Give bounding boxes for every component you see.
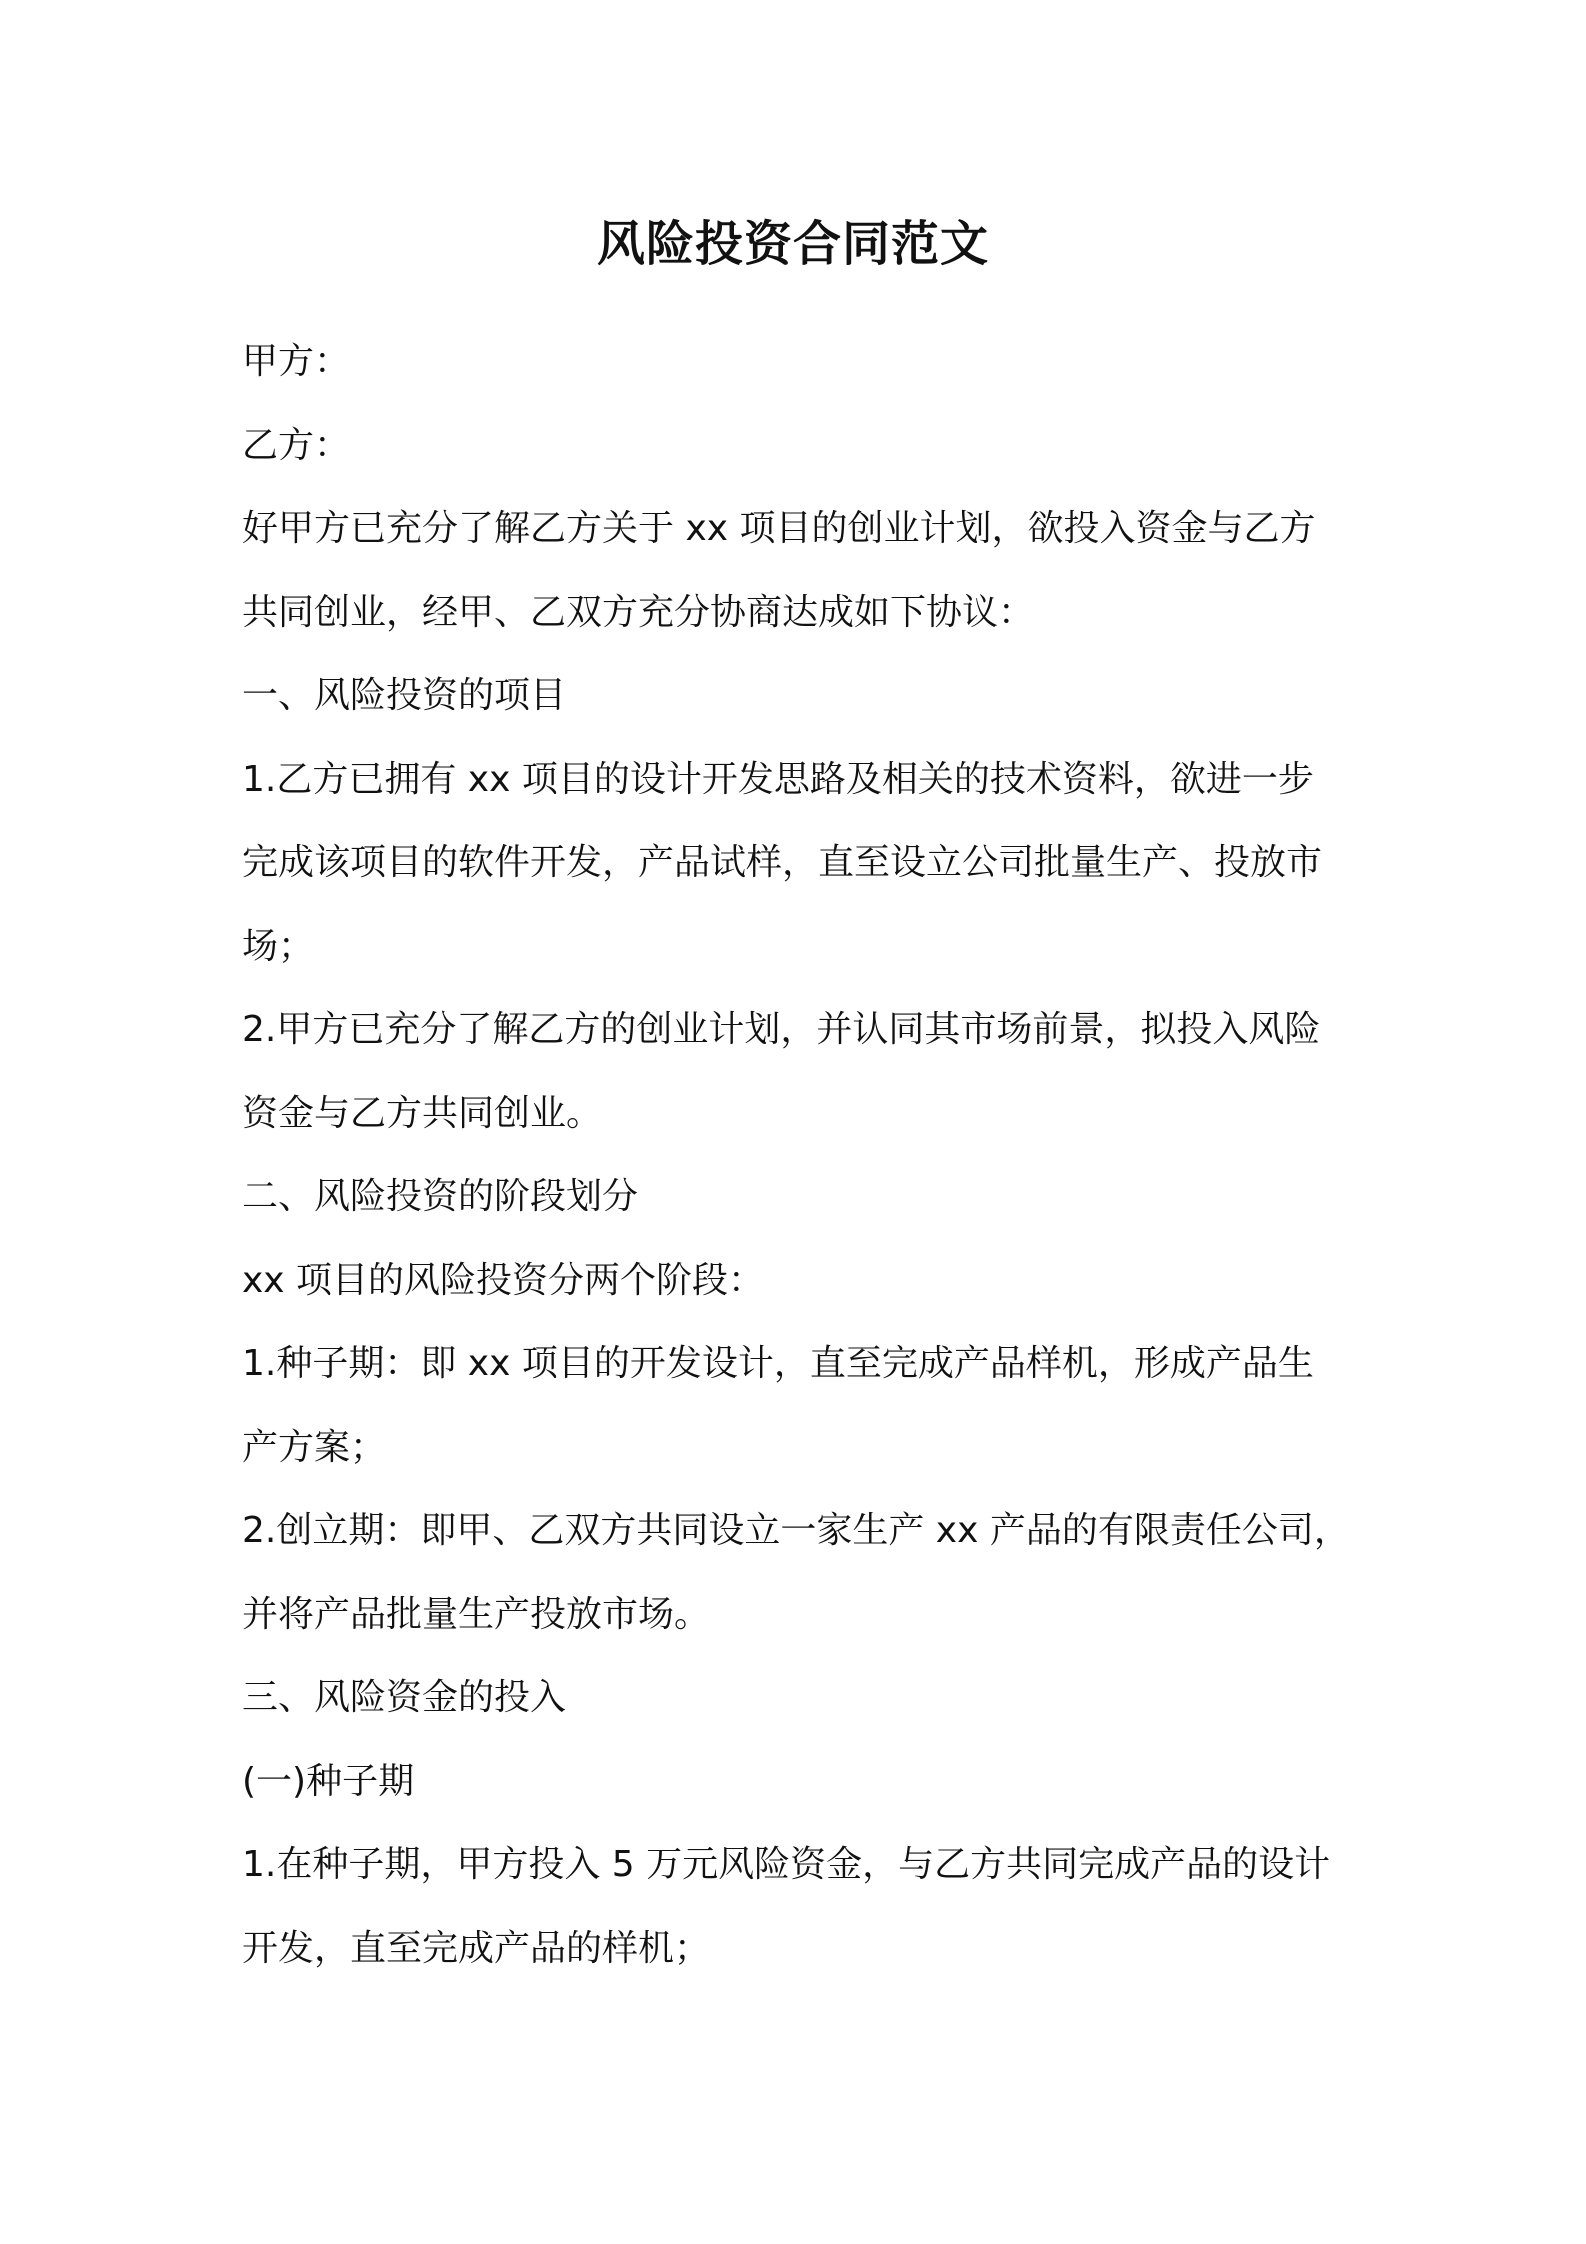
clause-line: 资金与乙方共同创业。 [242, 1092, 603, 1134]
section-heading: 二、风险投资的阶段划分 [242, 1176, 639, 1217]
document-title: 风险投资合同范文 [596, 216, 989, 272]
clause-line: 场； [242, 925, 315, 967]
clause-line: 完成该项目的软件开发，产品试样，直至设立公司批量生产、投放市 [242, 842, 1323, 883]
section-heading: 三、风险资金的投入 [242, 1677, 567, 1718]
clause-line: 2.创立期：即甲、乙双方共同设立一家生产 xx 产品的有限责任公司， [242, 1510, 1350, 1551]
preamble-line: 好甲方已充分了解乙方关于 xx 项目的创业计划，欲投入资金与乙方 [242, 508, 1316, 549]
clause-line: 1.乙方已拥有 xx 项目的设计开发思路及相关的技术资料，欲进一步 [242, 758, 1314, 800]
preamble-line: 共同创业，经甲、乙双方充分协商达成如下协议： [242, 591, 1035, 633]
clause-line: 开发，直至完成产品的样机； [242, 1927, 711, 1969]
clause-line: xx 项目的风险投资分两个阶段： [242, 1259, 765, 1301]
clause-line: 1.种子期：即 xx 项目的开发设计，直至完成产品样机，形成产品生 [242, 1343, 1314, 1384]
party-b-line: 乙方： [242, 424, 351, 466]
clause-line: 并将产品批量生产投放市场。 [242, 1593, 711, 1635]
document-body [242, 320, 1362, 1990]
clause-line: 1.在种子期，甲方投入 5 万元风险资金，与乙方共同完成产品的设计 [242, 1844, 1331, 1885]
clause-line: 2.甲方已充分了解乙方的创业计划，并认同其市场前景，拟投入风险 [242, 1009, 1321, 1050]
clause-line: 产方案； [242, 1426, 387, 1468]
subsection-heading: (一)种子期 [242, 1760, 415, 1802]
section-heading: 一、风险投资的项目 [242, 675, 567, 716]
party-a-line: 甲方： [242, 341, 351, 382]
